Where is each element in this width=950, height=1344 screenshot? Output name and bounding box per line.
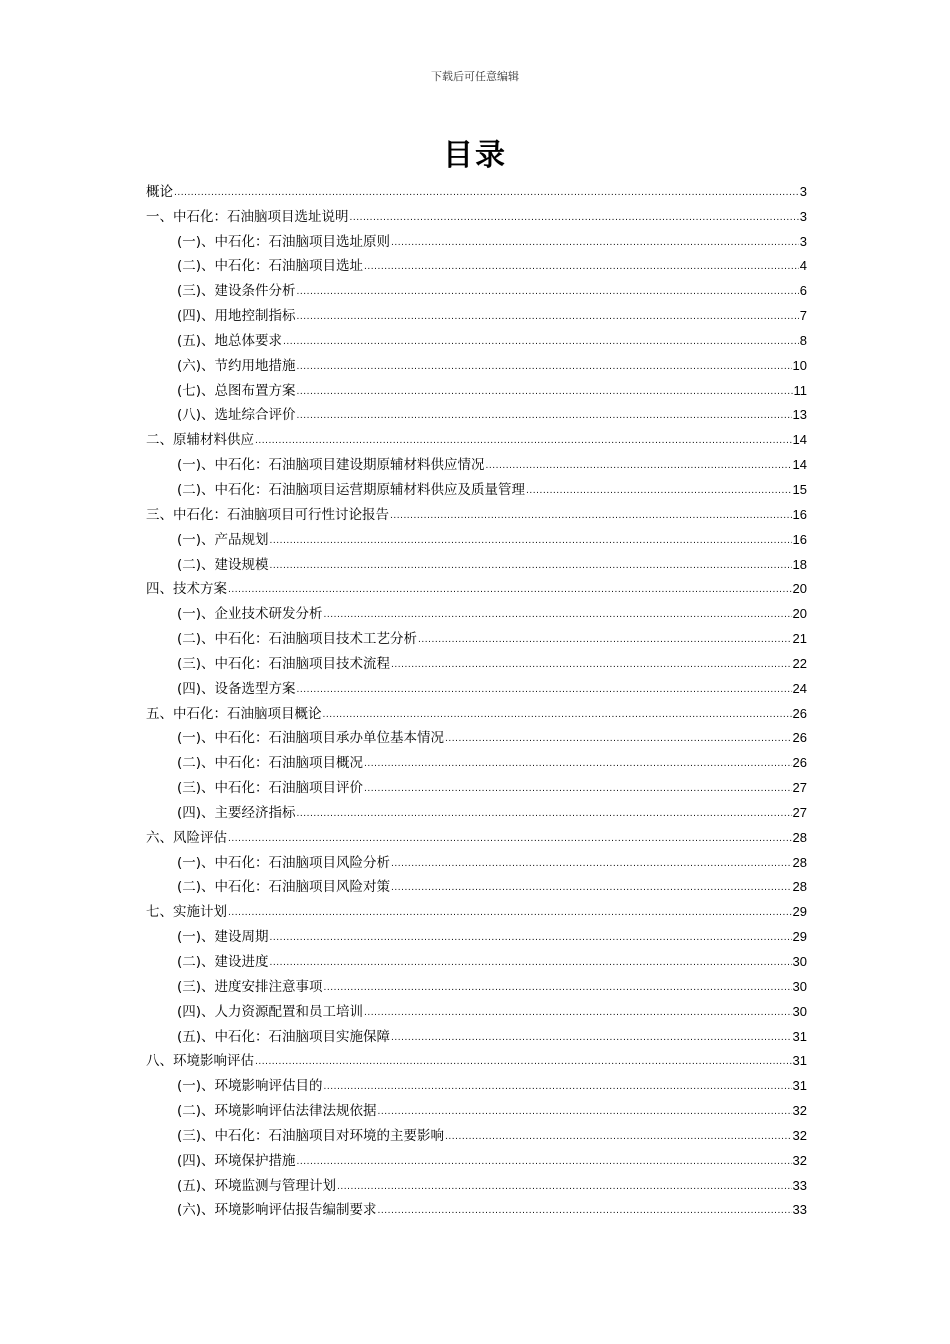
toc-entry[interactable] — [146, 549, 807, 574]
toc-entry-label: 概论 — [146, 183, 173, 200]
toc-entry-label: (二)、中石化：石油脑项目技术工艺分析 — [177, 631, 418, 648]
toc-entry-page-number: 27 — [792, 804, 807, 820]
toc-entry-page-number: 10 — [792, 357, 807, 373]
toc-entry-page-number: 15 — [792, 481, 807, 497]
toc-entry-label: 三、中石化：石油脑项目可行性讨论报告 — [146, 506, 389, 523]
toc-entry-label: (四)、环境保护措施 — [177, 1152, 296, 1169]
toc-entry-label: (四)、用地控制指标 — [177, 308, 296, 325]
toc-entry-page-number: 32 — [792, 1127, 807, 1143]
toc-dot-leader — [391, 235, 799, 251]
toc-entry[interactable] — [146, 325, 807, 350]
toc-entry-page-number: 18 — [792, 556, 807, 572]
toc-entry[interactable] — [146, 1145, 807, 1170]
toc-dot-leader — [324, 980, 792, 996]
toc-dot-leader — [297, 682, 792, 698]
toc-entry[interactable] — [146, 698, 807, 723]
toc-entry[interactable] — [146, 1021, 807, 1046]
toc-entry-page-number: 32 — [792, 1152, 807, 1168]
toc-entry[interactable] — [146, 350, 807, 375]
toc-entry[interactable] — [146, 623, 807, 648]
toc-entry-label: 五、中石化：石油脑项目概论 — [146, 705, 322, 722]
toc-entry-page-number: 3 — [799, 183, 807, 199]
toc-dot-leader — [297, 284, 799, 300]
toc-entry[interactable] — [146, 896, 807, 921]
page-title: 目录 — [443, 138, 507, 173]
toc-dot-leader — [270, 930, 792, 946]
table-of-contents — [146, 176, 807, 1219]
toc-dot-leader — [364, 1005, 791, 1021]
toc-entry[interactable] — [146, 1070, 807, 1095]
toc-entry-page-number: 21 — [792, 631, 807, 647]
toc-entry[interactable] — [146, 524, 807, 549]
toc-entry-label: 四、技术方案 — [146, 581, 227, 598]
toc-dot-leader — [390, 508, 792, 524]
toc-dot-leader — [391, 856, 791, 872]
toc-dot-leader — [174, 185, 799, 201]
toc-entry[interactable] — [146, 275, 807, 300]
toc-entry[interactable] — [146, 996, 807, 1021]
toc-dot-leader — [270, 533, 792, 549]
toc-entry-page-number: 8 — [799, 332, 807, 348]
toc-entry-page-number: 29 — [792, 929, 807, 945]
toc-entry-page-number: 26 — [792, 705, 807, 721]
toc-dot-leader — [526, 483, 791, 499]
toc-dot-leader — [337, 1179, 791, 1195]
toc-entry-label: (二)、中石化：石油脑项目选址 — [177, 258, 364, 275]
toc-entry-label: (五)、中石化：石油脑项目实施保障 — [177, 1028, 391, 1045]
toc-entry-page-number: 7 — [799, 308, 807, 324]
toc-entry-label: (六)、环境影响评估报告编制要求 — [177, 1202, 377, 1219]
toc-entry[interactable] — [146, 474, 807, 499]
toc-entry-label: 七、实施计划 — [146, 904, 227, 921]
toc-entry[interactable] — [146, 574, 807, 599]
toc-dot-leader — [297, 309, 799, 325]
toc-entry[interactable] — [146, 673, 807, 698]
toc-entry-label: (二)、中石化：石油脑项目运营期原辅材料供应及质量管理 — [177, 481, 526, 498]
toc-entry-label: 六、风险评估 — [146, 829, 227, 846]
toc-dot-leader — [228, 905, 792, 921]
toc-dot-leader — [297, 1154, 792, 1170]
toc-entry-page-number: 31 — [792, 1053, 807, 1069]
toc-dot-leader — [391, 880, 791, 896]
toc-entry[interactable] — [146, 176, 807, 201]
toc-entry-label: (二)、建设规模 — [177, 556, 269, 573]
toc-entry[interactable] — [146, 847, 807, 872]
toc-entry-label: (一)、中石化：石油脑项目建设期原辅材料供应情况 — [177, 457, 485, 474]
toc-entry-page-number: 30 — [792, 1003, 807, 1019]
toc-entry-page-number: 14 — [792, 457, 807, 473]
toc-entry-page-number: 26 — [792, 730, 807, 746]
toc-dot-leader — [228, 582, 792, 598]
toc-entry-page-number: 33 — [792, 1202, 807, 1218]
toc-entry-page-number: 28 — [792, 829, 807, 845]
toc-entry-page-number: 33 — [792, 1177, 807, 1193]
toc-dot-leader — [364, 781, 791, 797]
toc-entry-page-number: 13 — [792, 407, 807, 423]
toc-entry[interactable] — [146, 797, 807, 822]
toc-entry-label: (五)、环境监测与管理计划 — [177, 1177, 337, 1194]
toc-dot-leader — [255, 1054, 792, 1070]
toc-dot-leader — [283, 334, 799, 350]
toc-entry-label: (一)、产品规划 — [177, 531, 269, 548]
toc-entry[interactable] — [146, 1095, 807, 1120]
toc-entry-label: 一、中石化：石油脑项目选址说明 — [146, 208, 349, 225]
toc-entry[interactable] — [146, 946, 807, 971]
toc-entry-page-number: 6 — [799, 283, 807, 299]
toc-entry-page-number: 3 — [799, 233, 807, 249]
toc-entry-page-number: 31 — [792, 1078, 807, 1094]
toc-entry-page-number: 32 — [792, 1103, 807, 1119]
toc-dot-leader — [297, 408, 792, 424]
toc-dot-leader — [445, 1129, 791, 1145]
toc-entry-page-number: 26 — [792, 755, 807, 771]
toc-entry[interactable] — [146, 226, 807, 251]
toc-entry[interactable] — [146, 400, 807, 425]
toc-entry-label: (四)、设备选型方案 — [177, 680, 296, 697]
toc-entry-page-number: 20 — [792, 581, 807, 597]
toc-entry-label: (五)、地总体要求 — [177, 332, 283, 349]
toc-entry-label: (三)、进度安排注意事项 — [177, 978, 323, 995]
toc-entry-page-number: 22 — [792, 655, 807, 671]
toc-dot-leader — [255, 433, 792, 449]
toc-entry[interactable] — [146, 300, 807, 325]
toc-dot-leader — [378, 1104, 792, 1120]
toc-entry-label: (二)、中石化：石油脑项目概况 — [177, 755, 364, 772]
toc-dot-leader — [270, 558, 792, 574]
toc-dot-leader — [297, 359, 792, 375]
toc-entry[interactable] — [146, 598, 807, 623]
toc-entry-label: 八、环境影响评估 — [146, 1053, 254, 1070]
toc-entry-page-number: 16 — [792, 506, 807, 522]
page-header-note: 下载后可任意编辑 — [431, 70, 519, 83]
toc-dot-leader — [378, 1203, 792, 1219]
toc-entry-page-number: 30 — [792, 954, 807, 969]
toc-entry-page-number: 29 — [792, 904, 807, 920]
toc-entry-label: (二)、中石化：石油脑项目风险对策 — [177, 879, 391, 896]
toc-dot-leader — [445, 731, 791, 747]
toc-dot-leader — [324, 607, 792, 623]
toc-entry-label: (一)、建设周期 — [177, 929, 269, 946]
toc-entry-label: (一)、企业技术研发分析 — [177, 606, 323, 623]
toc-dot-leader — [391, 1030, 791, 1046]
toc-dot-leader — [364, 259, 799, 275]
toc-dot-leader — [297, 384, 793, 400]
toc-dot-leader — [270, 955, 792, 971]
toc-entry[interactable] — [146, 723, 807, 748]
toc-entry[interactable] — [146, 1120, 807, 1145]
toc-entry[interactable] — [146, 251, 807, 276]
toc-entry-label: (二)、建设进度 — [177, 954, 269, 970]
toc-entry[interactable] — [146, 424, 807, 449]
toc-entry[interactable] — [146, 1195, 807, 1220]
toc-entry-page-number: 27 — [792, 780, 807, 796]
toc-entry-label: (一)、环境影响评估目的 — [177, 1078, 323, 1095]
toc-entry[interactable] — [146, 822, 807, 847]
toc-entry-label: (一)、中石化：石油脑项目选址原则 — [177, 233, 391, 250]
toc-entry-label: (三)、中石化：石油脑项目技术流程 — [177, 655, 391, 672]
toc-dot-leader — [418, 632, 791, 648]
toc-dot-leader — [350, 210, 799, 226]
toc-entry-label: (七)、总图布置方案 — [177, 382, 296, 399]
toc-entry-label: (三)、中石化：石油脑项目评价 — [177, 780, 364, 797]
toc-entry[interactable] — [146, 1170, 807, 1195]
toc-entry-page-number: 31 — [792, 1028, 807, 1044]
toc-entry[interactable] — [146, 375, 807, 400]
toc-entry[interactable] — [146, 921, 807, 946]
toc-entry-label: (三)、建设条件分析 — [177, 283, 296, 300]
toc-entry-label: 二、原辅材料供应 — [146, 432, 254, 449]
toc-entry-page-number: 3 — [799, 208, 807, 224]
toc-entry-label: (八)、选址综合评价 — [177, 407, 296, 424]
toc-entry-label: (三)、中石化：石油脑项目对环境的主要影响 — [177, 1127, 445, 1144]
toc-entry[interactable] — [146, 772, 807, 797]
toc-entry[interactable] — [146, 499, 807, 524]
toc-entry-page-number: 16 — [792, 531, 807, 547]
toc-entry-page-number: 28 — [792, 854, 807, 870]
toc-dot-leader — [228, 831, 792, 847]
toc-dot-leader — [323, 707, 792, 723]
toc-entry[interactable] — [146, 449, 807, 474]
toc-entry[interactable] — [146, 747, 807, 772]
toc-entry-label: (四)、人力资源配置和员工培训 — [177, 1003, 364, 1020]
toc-entry-page-number: 14 — [792, 432, 807, 448]
toc-entry-page-number: 20 — [792, 606, 807, 622]
toc-entry-label: (四)、主要经济指标 — [177, 804, 296, 821]
toc-dot-leader — [391, 657, 791, 673]
toc-entry[interactable] — [146, 648, 807, 673]
toc-dot-leader — [486, 458, 792, 474]
toc-entry-page-number: 24 — [792, 680, 807, 696]
toc-entry[interactable] — [146, 1046, 807, 1071]
toc-entry-label: (一)、中石化：石油脑项目风险分析 — [177, 854, 391, 871]
toc-dot-leader — [297, 806, 792, 822]
toc-entry[interactable] — [146, 872, 807, 897]
toc-entry-page-number: 30 — [792, 978, 807, 994]
toc-entry-page-number: 4 — [799, 258, 807, 274]
toc-entry-page-number: 28 — [792, 879, 807, 895]
toc-entry[interactable] — [146, 971, 807, 996]
toc-entry-page-number: 11 — [793, 382, 807, 398]
toc-entry[interactable] — [146, 201, 807, 226]
toc-dot-leader — [324, 1079, 792, 1095]
toc-entry-label: (一)、中石化：石油脑项目承办单位基本情况 — [177, 730, 445, 747]
toc-dot-leader — [364, 756, 791, 772]
toc-entry-label: (六)、节约用地措施 — [177, 357, 296, 374]
toc-entry-label: (二)、环境影响评估法律法规依据 — [177, 1103, 377, 1120]
